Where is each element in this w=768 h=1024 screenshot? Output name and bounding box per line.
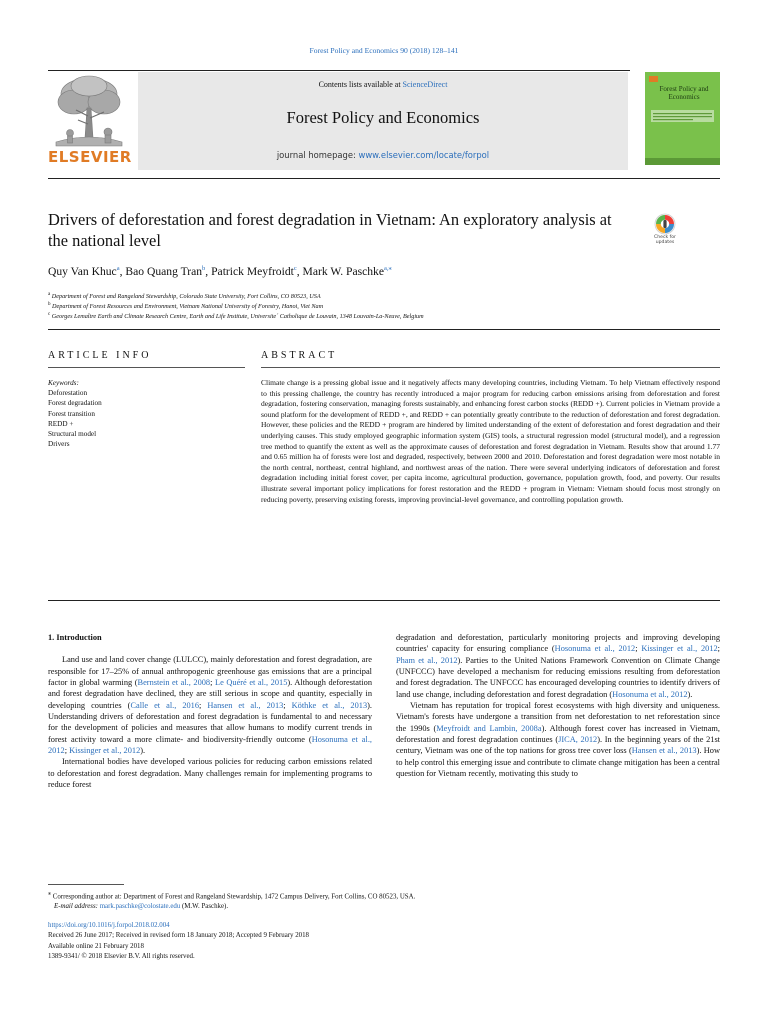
paragraph-text: degradation and deforestation, particularly monitoring projects and improving developing countries' capacity for ensuring compliance ( bbox=[396, 633, 720, 654]
homepage-prefix: journal homepage: bbox=[276, 150, 359, 160]
paragraph-text: ; bbox=[717, 644, 720, 654]
body-paragraph bbox=[396, 700, 720, 779]
author-list bbox=[48, 264, 668, 278]
body-paragraph bbox=[48, 654, 372, 756]
affiliation-c bbox=[48, 312, 728, 320]
paragraph-text: Land use and land cover change (LULCC), mainly deforestation and forest degradation, are responsible for 17–25% of annual anthropogenic greenhouse gas emissions that are a principal factor in global warming ( bbox=[48, 655, 372, 688]
author-separator: , bbox=[119, 264, 126, 278]
article-title: Drivers of deforestation and forest degradation in Vietnam: An exploratory analysis at the national level bbox=[48, 210, 612, 250]
author-affiliation-marker[interactable]: a bbox=[116, 265, 120, 272]
citation-link[interactable]: Hansen et al., 2013 bbox=[631, 746, 697, 756]
email-label: E-mail address: bbox=[54, 903, 100, 911]
footnote-marker: ⁎ bbox=[48, 891, 51, 897]
body-column-right bbox=[396, 632, 720, 779]
section-heading: 1. Introduction bbox=[48, 633, 102, 642]
paragraph-text: Vietnam has reputation for tropical forest ecosystems with high diversity and uniqueness. Vietnam's forests have undergone a transition from net deforestation to net reforestation since the 1990s ( bbox=[396, 701, 720, 733]
paragraph-text: ; bbox=[635, 644, 642, 654]
paragraph-text: ). In the beginning years of the 21st century, Vietnam was one of the top nations for gross tree cover loss ( bbox=[396, 735, 721, 756]
keywords-label: Keywords: bbox=[48, 379, 79, 387]
journal-homepage-line bbox=[138, 150, 628, 160]
body-top-rule bbox=[48, 600, 720, 601]
citation-link[interactable]: Le Quéré et al., 2015 bbox=[215, 678, 288, 688]
citation-link[interactable]: Pham et al., 2012 bbox=[396, 655, 458, 665]
keyword: REDD + bbox=[48, 419, 74, 428]
footnote-rule bbox=[48, 884, 124, 885]
paragraph-text: ). bbox=[687, 689, 693, 699]
citation-link[interactable]: Köthke et al., 2013 bbox=[291, 700, 368, 710]
copyright: 1389-9341/ © 2018 Elsevier B.V. All rights reserved. bbox=[48, 953, 195, 961]
keyword: Forest degradation bbox=[48, 399, 102, 408]
paragraph-text: ). bbox=[140, 746, 146, 756]
article-info-rule bbox=[48, 367, 245, 368]
paragraph-text: ). Understanding drivers of deforestation and forest degradation is fundamental to and necessary for the development of policies and measures that allow humans to modify current trends in forest activity toward a more climate- and biodiversity-friendly outcome ( bbox=[48, 700, 372, 744]
journal-header-box bbox=[138, 72, 628, 170]
author-separator: , bbox=[296, 264, 303, 278]
body-column-left bbox=[48, 632, 372, 790]
paragraph-text: ; bbox=[210, 678, 215, 688]
elsevier-tree-icon bbox=[48, 72, 130, 150]
citation-link[interactable]: Kissinger et al., 2012 bbox=[69, 746, 141, 756]
available-online: Available online 21 February 2018 bbox=[48, 942, 144, 950]
abstract-heading: ABSTRACT bbox=[261, 350, 338, 361]
keyword: Deforestation bbox=[48, 389, 88, 398]
abstract-text: Climate change is a pressing global issue and it negatively affects many developing countries, including Vietnam. To help Vietnam effectively respond to this pressing challenge, the country has recently introduced a major program for reducing carbon emissions arising from deforestation and forest degradation, fostering conservation, managing forests sustainably, and enhancing forest carbon stocks (REDD +). Current policies in Vietnam provide a sound platform for the development of REDD +, and REDD + can potentially greatly contribute to the reduction of deforestation and forest degradation. However, these policies and the REDD + program are hindered by limited understanding of the extent of deforestation and forest degradation and their underlying causes. This study employed geographic information system (GIS) tools, a structural regression model (structural model), and a regression tree method to quantify the extent as well as the approximate causes of deforestation and forest degradation in Vietnam. Results show that around 1.77 and 0.65 million ha of forests were lost and degraded, respectively, between 2000 and 2010. Deforestation and forest degradation were most notable in the north central, northeast, central highland, and northwest areas of the nation. There were several underlying indicators of deforestation and forest degradation including initial forest cover, per capita income, agricultural production, governance, population growth, food, and poverty. Our results illustrate several important policy implications for forest restoration and the REDD + program in Vietnam: Vietnam should focus most strongly on reducing poverty, preserving existing forests, improving provincial-level governance, and controlling population growth. bbox=[261, 378, 720, 504]
paragraph-text: ). Parties to the United Nations Framework Convention on Climate Change (UNFCCC) have developed a mechanism for reducing emissions resulting from deforestation and forest degradation. The UNFCCC has encouraged developing countries to identify drivers of land use change, including deforestation and forest degradation ( bbox=[396, 655, 720, 699]
elsevier-logo bbox=[48, 72, 130, 168]
citation-link[interactable]: Hansen et al., 2013 bbox=[207, 700, 284, 710]
affiliation-b bbox=[48, 302, 728, 310]
author-separator: , bbox=[205, 264, 212, 278]
keyword: Structural model bbox=[48, 430, 97, 439]
header-bottom-rule bbox=[48, 178, 720, 179]
journal-name: Forest Policy and Economics bbox=[286, 108, 480, 127]
email-link[interactable]: mark.paschke@colostate.edu bbox=[99, 903, 181, 911]
contents-prefix: Contents lists available at bbox=[318, 80, 403, 89]
publication-info bbox=[48, 921, 720, 963]
citation-link[interactable]: JICA, 2012 bbox=[558, 735, 598, 745]
contents-available-line bbox=[138, 80, 628, 89]
cover-title: Forest Policy and Economics bbox=[659, 85, 709, 101]
keyword: Drivers bbox=[48, 440, 70, 449]
author-affiliation-marker[interactable]: c bbox=[293, 265, 297, 272]
author-name[interactable]: Bao Quang Tran bbox=[125, 264, 203, 278]
body-paragraph bbox=[396, 632, 720, 700]
journal-homepage-link[interactable]: www.elsevier.com/locate/forpol bbox=[358, 150, 490, 160]
affiliation-text: Department of Forest and Rangeland Stewardship, Colorado State University, Fort Collins, CO 80523, USA bbox=[51, 293, 321, 301]
citation-link[interactable]: Hosonuma et al., 2012 bbox=[554, 644, 636, 654]
paragraph-text: ). Although deforestation and forest degradation have declined, they are still serious in scope and quantity, especially in developing countries ( bbox=[48, 678, 372, 710]
paragraph-text: ). Although forest cover has increased in Vietnam, deforestation and forest degradation continues ( bbox=[396, 723, 720, 745]
citation-link[interactable]: Meyfroidt and Lambin, 2008a bbox=[436, 723, 542, 733]
corresponding-author-footnote bbox=[48, 889, 720, 912]
journal-citation[interactable]: Forest Policy and Economics 90 (2018) 128–141 bbox=[309, 46, 459, 55]
affiliation-key: c bbox=[48, 312, 51, 317]
body-paragraph: International bodies have developed various policies for reducing carbon emissions related to deforestation and forest degradation. Many challenges remain for implementing programs to reduce forest bbox=[48, 757, 372, 790]
citation-link[interactable]: Bernstein et al., 2008 bbox=[137, 678, 211, 688]
author-name[interactable]: Patrick Meyfroidt bbox=[211, 264, 294, 278]
header-top-rule bbox=[48, 70, 630, 71]
citation-link[interactable]: Calle et al., 2016 bbox=[130, 700, 200, 710]
paragraph-text: ; bbox=[64, 746, 70, 756]
paragraph-text: ; bbox=[199, 700, 208, 710]
elsevier-wordmark: ELSEVIER bbox=[48, 148, 132, 166]
corresponding-author-line bbox=[48, 889, 720, 902]
crossmark-label: Check for updates bbox=[654, 235, 676, 246]
affiliation-text: Department of Forest Resources and Environment, Vietnam National University of Forestry, Hanoi, Viet Nam bbox=[52, 303, 324, 311]
keyword: Forest transition bbox=[48, 409, 95, 418]
affiliation-key: b bbox=[48, 302, 51, 307]
author-name[interactable]: Mark W. Paschke bbox=[302, 264, 384, 278]
check-for-updates-badge[interactable] bbox=[646, 213, 684, 259]
article-info-top-rule bbox=[48, 329, 720, 330]
received-dates: Received 26 June 2017; Received in revised form 18 January 2018; Accepted 9 February 2018 bbox=[48, 932, 310, 940]
author-name[interactable]: Quy Van Khuc bbox=[48, 264, 117, 278]
email-suffix: (M.W. Paschke). bbox=[180, 903, 229, 911]
sciencedirect-link[interactable]: ScienceDirect bbox=[402, 80, 448, 89]
paragraph-text: ). How to help control this emerging issue and contribute to climate change mitigation has been a central question for Vietnam recently, motivating this study to bbox=[396, 746, 720, 779]
abstract-rule bbox=[261, 367, 720, 368]
paragraph-text: ; bbox=[283, 700, 292, 710]
journal-cover-thumbnail[interactable] bbox=[645, 72, 720, 165]
affiliation-text: Georges Lemaître Earth and Climate Research Centre, Earth and Life Institute, Universite´ Catholique de Louvain, 1348 Louvain-La-Neuve, Belgium bbox=[51, 313, 424, 321]
author-affiliation-marker[interactable]: b bbox=[202, 265, 206, 272]
affiliation-a bbox=[48, 292, 728, 300]
doi-link[interactable]: https://doi.org/10.1016/j.forpol.2018.02.004 bbox=[48, 922, 170, 929]
citation-link[interactable]: Hosonuma et al., 2012 bbox=[48, 734, 372, 756]
citation-link[interactable]: Kissinger et al., 2012 bbox=[641, 644, 718, 654]
crossmark-icon bbox=[646, 213, 684, 235]
keywords-block bbox=[48, 378, 245, 449]
affiliation-key: a bbox=[48, 292, 51, 297]
article-info-heading: ARTICLE INFO bbox=[48, 350, 152, 361]
email-line bbox=[48, 902, 720, 912]
citation-link[interactable]: Hosonuma et al., 2012 bbox=[612, 689, 688, 699]
author-affiliation-marker[interactable]: a,⁎ bbox=[384, 265, 392, 272]
corresponding-author-text: Corresponding author at: Department of Forest and Rangeland Stewardship, 1472 Campus Delivery, Fort Collins, CO 80523, USA. bbox=[52, 893, 416, 901]
